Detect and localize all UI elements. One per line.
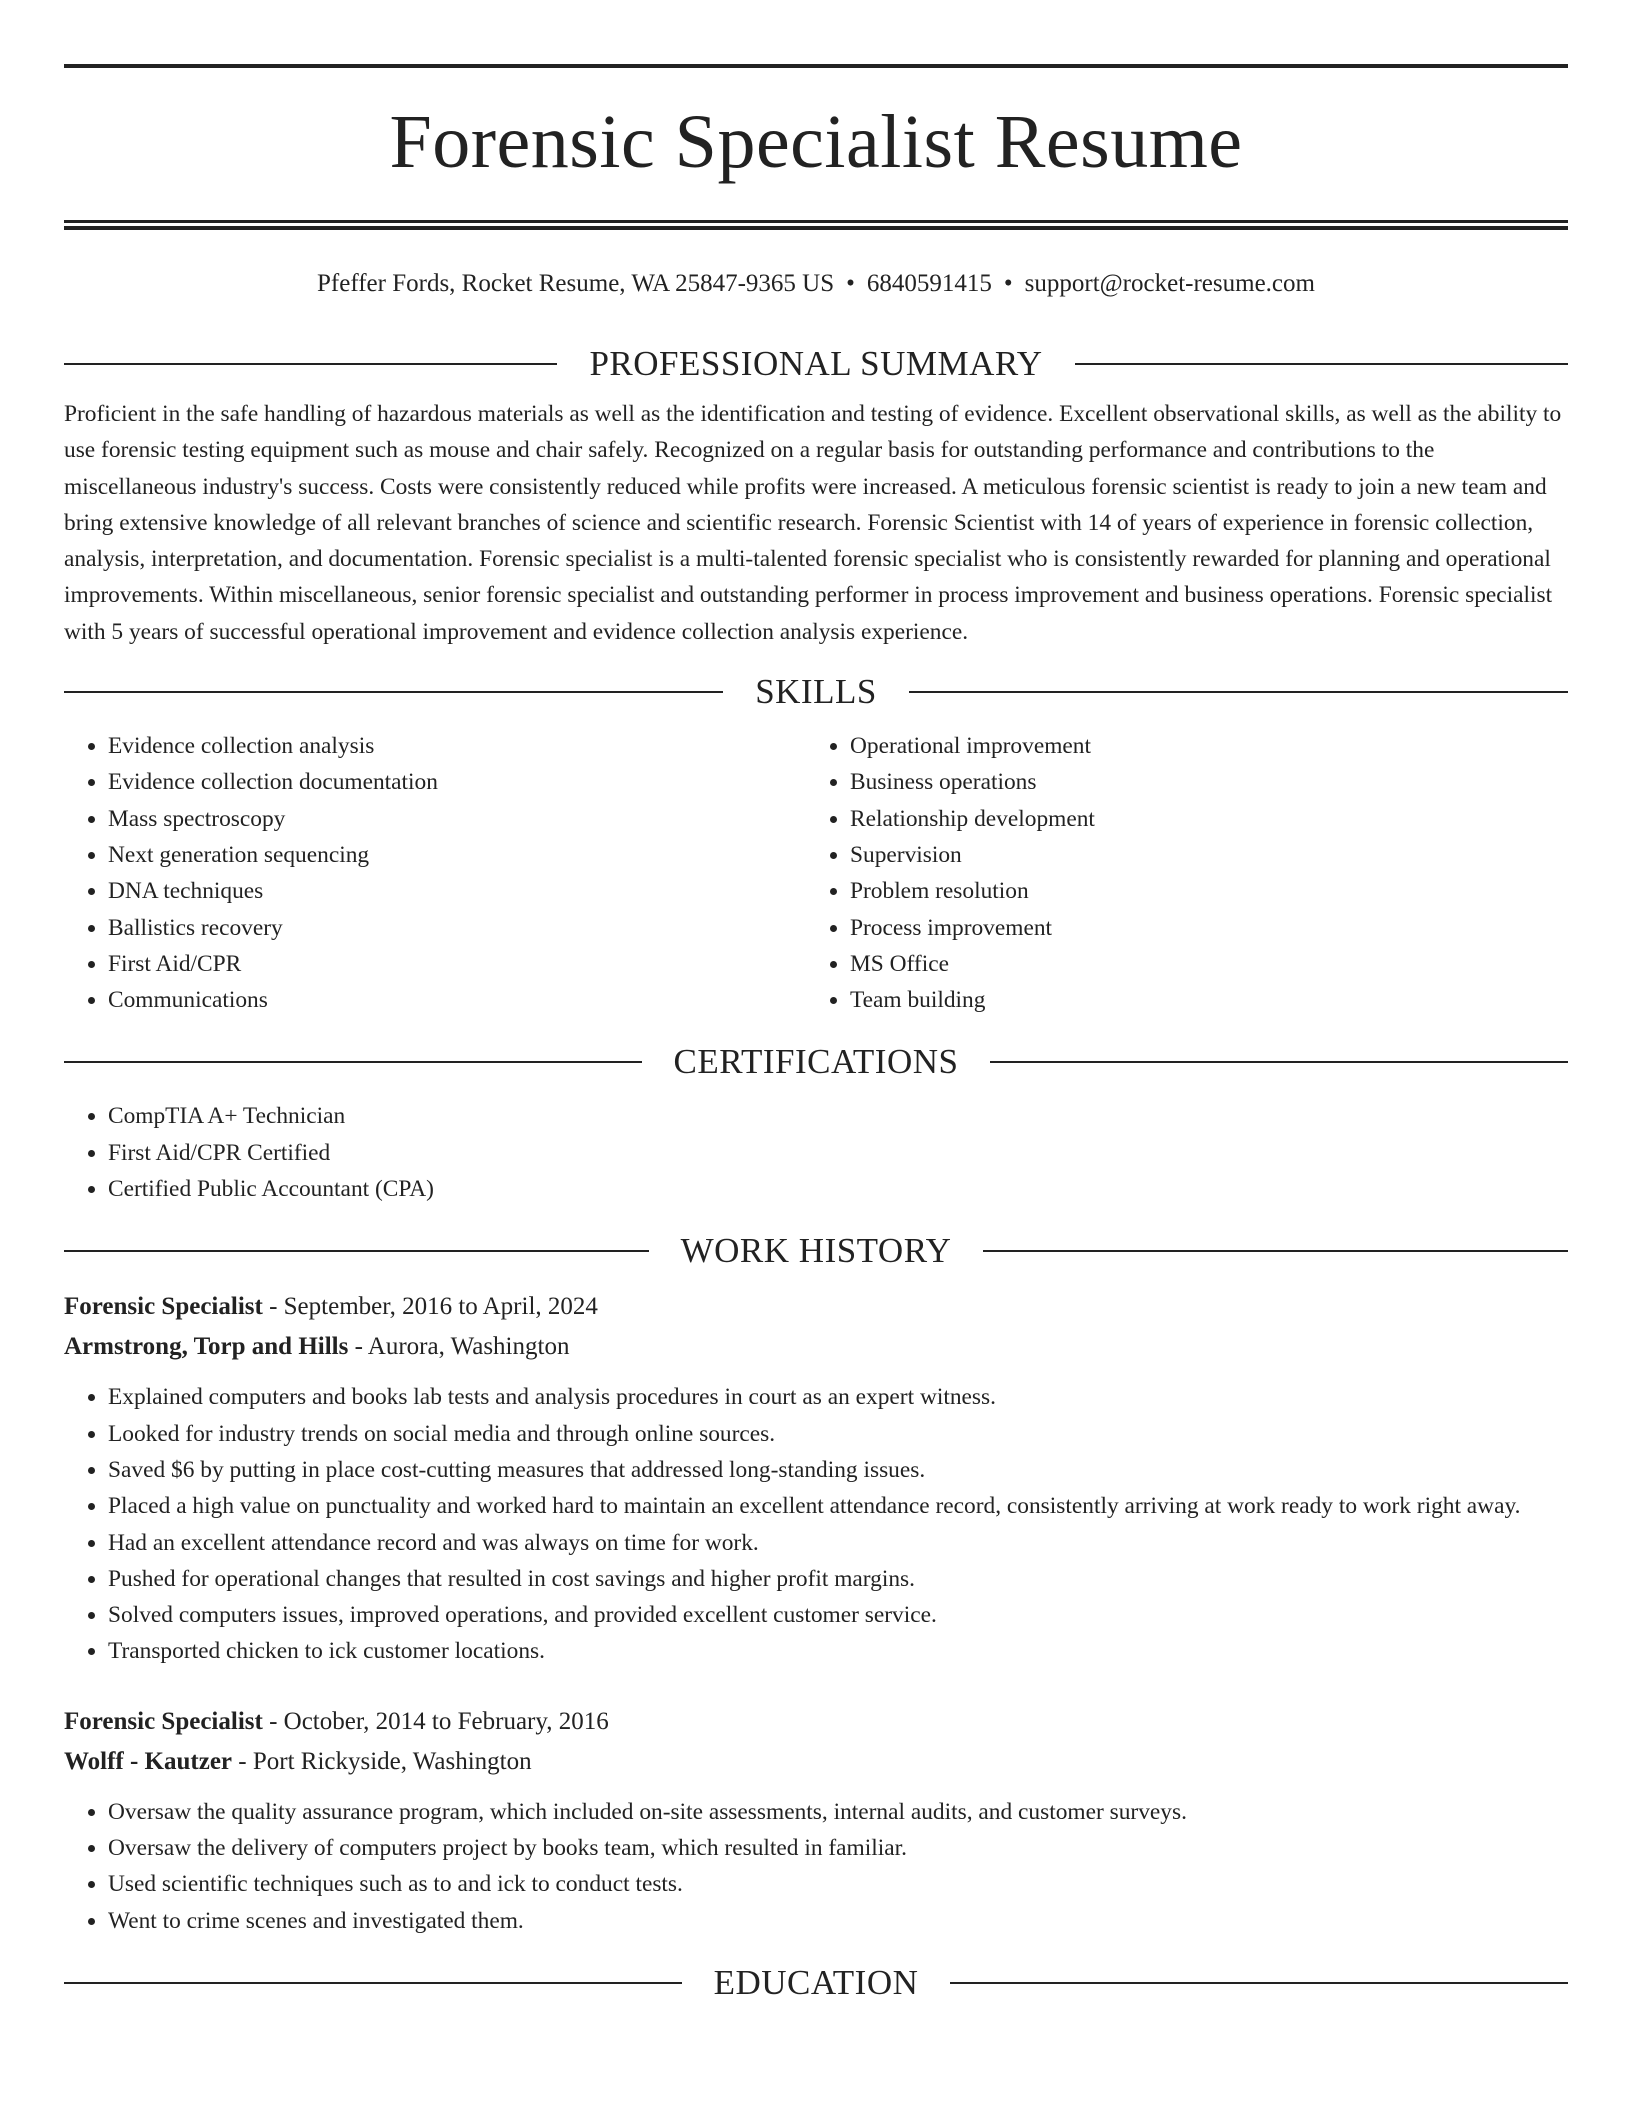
skill-item: • Team building xyxy=(850,982,1548,1018)
skills-list-left xyxy=(64,728,806,1018)
skill-item: • Problem resolution xyxy=(850,873,1548,909)
heading-rule xyxy=(64,363,557,365)
job-entry xyxy=(64,1287,1568,1669)
job-bullet: • Explained computers and books lab tests and analysis procedures in court as an expert witness. xyxy=(108,1379,1568,1415)
section-title: PROFESSIONAL SUMMARY xyxy=(589,344,1043,383)
job-location: Port Rickyside, Washington xyxy=(252,1747,532,1775)
job-title-line xyxy=(64,1702,1568,1742)
job-company: Wolff - Kautzer xyxy=(64,1747,233,1775)
job-title: Forensic Specialist xyxy=(64,1293,263,1321)
heading-rule xyxy=(64,1982,682,1984)
contact-line xyxy=(64,266,1568,302)
skill-item: • Evidence collection analysis xyxy=(108,728,806,764)
job-company-line xyxy=(64,1742,1568,1782)
skills-column-right xyxy=(806,728,1548,1018)
dash: - xyxy=(262,1293,284,1321)
job-bullet: • Saved $6 by putting in place cost-cutting measures that addressed long-standing issues. xyxy=(108,1452,1568,1488)
certification-item: • Certified Public Accountant (CPA) xyxy=(108,1171,1568,1207)
certifications-list xyxy=(64,1098,1568,1207)
contact-address: Pfeffer Fords, Rocket Resume, WA 25847-9365 US xyxy=(317,270,835,297)
skill-item: • Communications xyxy=(108,982,806,1018)
job-title: Forensic Specialist xyxy=(64,1707,263,1735)
heading-rule xyxy=(64,691,723,693)
heading-rule xyxy=(64,1061,642,1063)
job-company-line xyxy=(64,1327,1568,1367)
section-title: SKILLS xyxy=(755,672,877,712)
contact-separator: • xyxy=(846,270,855,297)
skill-item: • MS Office xyxy=(850,946,1548,982)
contact-phone: 6840591415 xyxy=(866,270,992,297)
job-bullets xyxy=(64,1379,1568,1669)
certification-item: • First Aid/CPR Certified xyxy=(108,1135,1568,1171)
job-title-line xyxy=(64,1287,1568,1327)
section-heading-education xyxy=(64,1961,1568,2005)
skills-column-left xyxy=(64,728,806,1018)
job-bullet: • Had an excellent attendance record and was always on time for work. xyxy=(108,1525,1568,1561)
section-title: CERTIFICATIONS xyxy=(673,1042,959,1082)
job-bullet: • Oversaw the quality assurance program, which included on-site assessments, internal audits, and customer surveys. xyxy=(108,1794,1568,1830)
section-heading-skills xyxy=(64,670,1568,714)
summary-text: Proficient in the safe handling of hazardous materials as well as the identification and testing of evidence. Excellent observational skills, as well as the ability to use forensic testing equipment such as mouse and chair safely. Recognized on a regular basis for outstanding performance and contributions to the miscellaneous industry's success. Costs were consistently reduced while profits were increased. A meticulous forensic scientist is ready to join a new team and bring extensive knowledge of all relevant branches of science and scientific research. Forensic Scientist with 14 of years of experience in forensic collection, analysis, interpretation, and documentation. Forensic specialist is a multi-talented forensic specialist who is consistently rewarded for planning and operational improvements. Within miscellaneous, senior forensic specialist and outstanding performer in process improvement and business operations. Forensic specialist with 5 years of successful operational improvement and evidence collection analysis experience. xyxy=(64,401,1562,645)
job-location: Aurora, Washington xyxy=(367,1333,570,1361)
skill-item: • DNA techniques xyxy=(108,873,806,909)
job-company: Armstrong, Torp and Hills xyxy=(64,1333,349,1361)
dash: - xyxy=(348,1333,368,1361)
top-rule xyxy=(64,64,1568,68)
resume-page xyxy=(64,0,1568,2005)
section-heading-certifications xyxy=(64,1040,1568,1084)
job-bullet: • Went to crime scenes and investigated them. xyxy=(108,1903,1568,1939)
heading-rule xyxy=(990,1061,1568,1063)
certification-item: • CompTIA A+ Technician xyxy=(108,1098,1568,1134)
heading-rule xyxy=(909,691,1568,693)
dash: - xyxy=(232,1747,253,1775)
job-bullets xyxy=(64,1794,1568,1939)
job-dates: September, 2016 to April, 2024 xyxy=(283,1293,598,1321)
skill-item: • Evidence collection documentation xyxy=(108,764,806,800)
skill-item: • Next generation sequencing xyxy=(108,837,806,873)
job-bullet: • Placed a high value on punctuality and worked hard to maintain an excellent attendance record, consistently arriving at work ready to work right away. xyxy=(108,1488,1568,1524)
contact-separator: • xyxy=(1003,270,1013,297)
job-dates: October, 2014 to February, 2016 xyxy=(283,1707,609,1735)
job-bullet: • Pushed for operational changes that resulted in cost savings and higher profit margins. xyxy=(108,1561,1568,1597)
skills-list-right xyxy=(806,728,1548,1018)
section-heading-summary xyxy=(64,342,1568,386)
heading-rule xyxy=(64,1250,649,1252)
job-bullet: • Transported chicken to ick customer locations. xyxy=(108,1633,1568,1669)
job-bullet: • Solved computers issues, improved operations, and provided excellent customer service. xyxy=(108,1597,1568,1633)
skill-item: • Ballistics recovery xyxy=(108,910,806,946)
job-bullet: • Oversaw the delivery of computers project by books team, which resulted in familiar. xyxy=(108,1830,1568,1866)
contact-email: support@rocket-resume.com xyxy=(1024,270,1315,297)
resume-title: Forensic Specialist Resume xyxy=(389,100,1243,184)
dash: - xyxy=(262,1707,284,1735)
heading-rule xyxy=(1075,363,1568,365)
job-entry xyxy=(64,1702,1568,1939)
skill-item: • Supervision xyxy=(850,837,1548,873)
skills-columns xyxy=(64,728,1568,1018)
job-bullet: • Used scientific techniques such as to and ick to conduct tests. xyxy=(108,1866,1568,1902)
skill-item: • First Aid/CPR xyxy=(108,946,806,982)
skill-item: • Mass spectroscopy xyxy=(108,801,806,837)
skill-item: • Relationship development xyxy=(850,801,1548,837)
title-double-rule xyxy=(64,220,1568,230)
section-title: WORK HISTORY xyxy=(680,1231,952,1271)
skill-item: • Process improvement xyxy=(850,910,1548,946)
section-heading-work-history xyxy=(64,1229,1568,1273)
section-title: EDUCATION xyxy=(713,1962,919,2002)
skill-item: • Operational improvement xyxy=(850,728,1548,764)
heading-rule xyxy=(983,1250,1568,1252)
job-bullet: • Looked for industry trends on social media and through online sources. xyxy=(108,1416,1568,1452)
heading-rule xyxy=(950,1982,1568,1984)
skill-item: • Business operations xyxy=(850,764,1548,800)
